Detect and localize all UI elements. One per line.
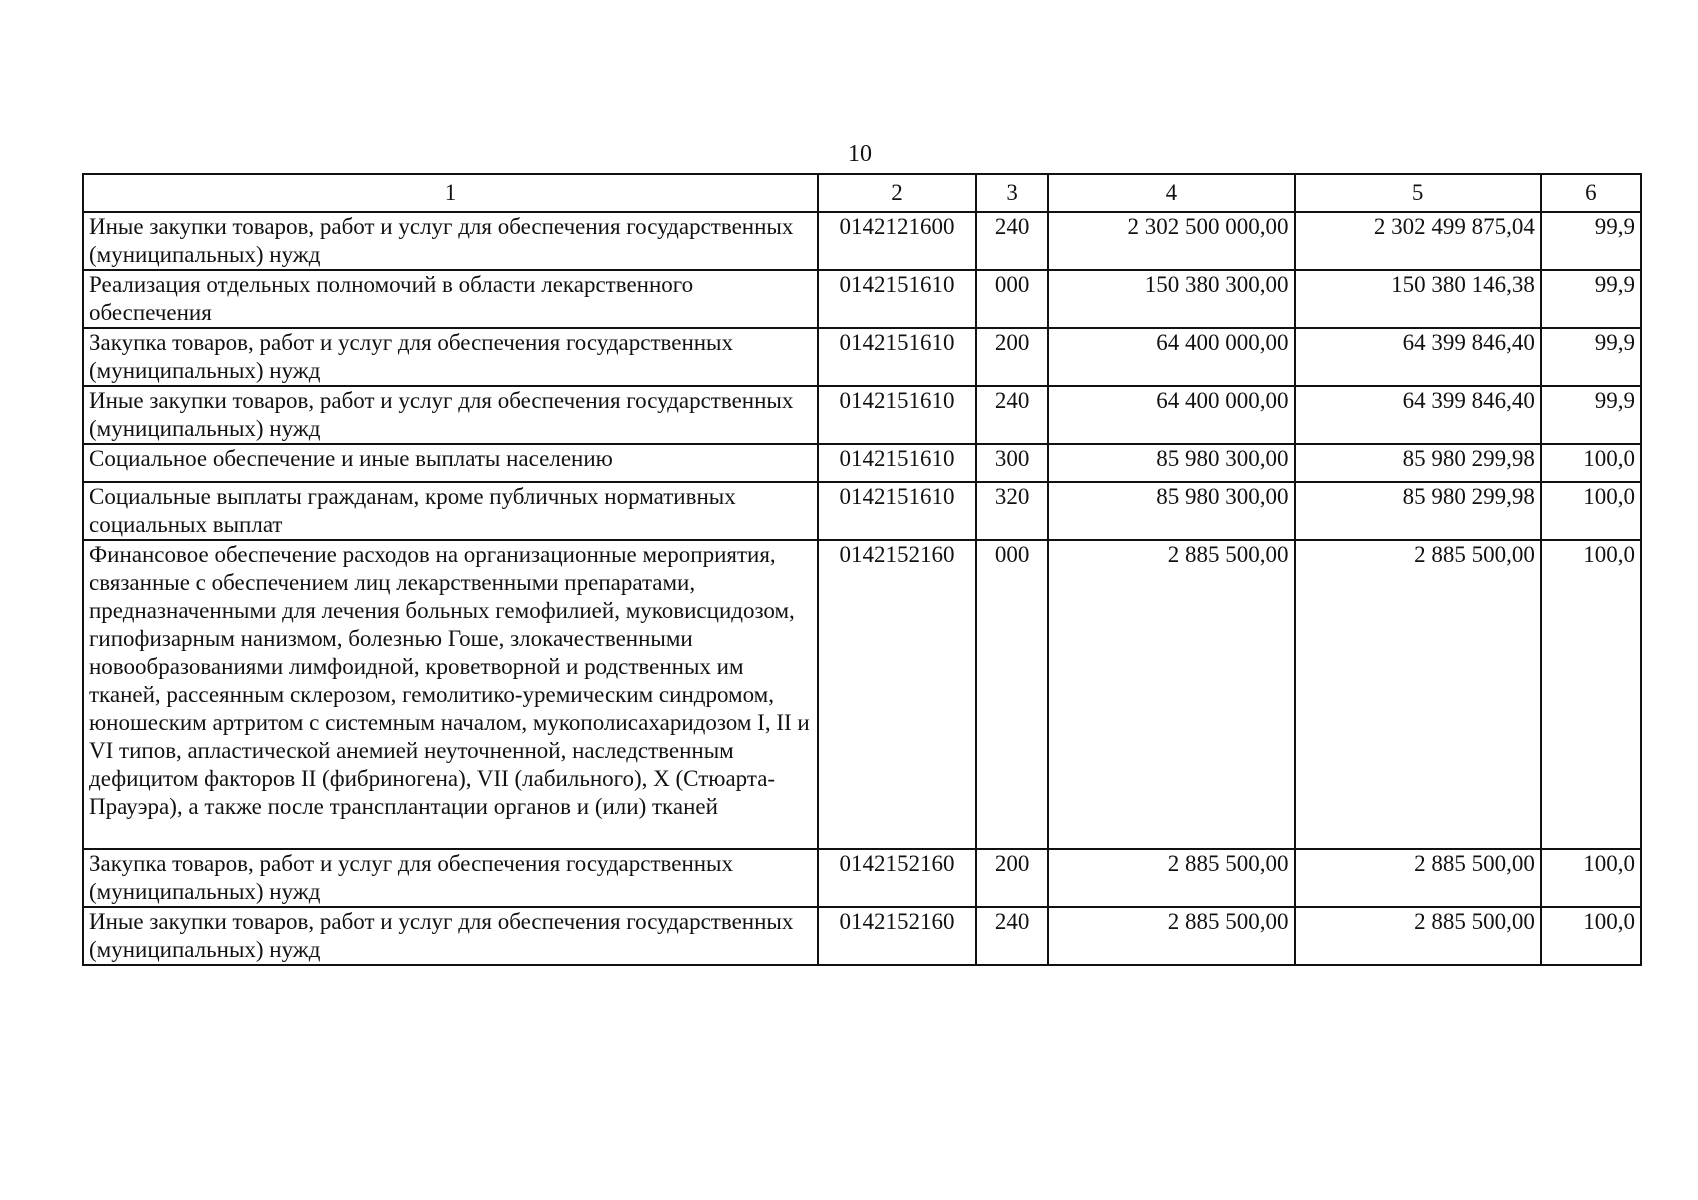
expense-type-cell: 200 bbox=[976, 849, 1048, 907]
budget-table bbox=[82, 173, 1642, 966]
expense-name-cell: Социальные выплаты гражданам, кроме публичных нормативных социальных выплат bbox=[83, 482, 818, 540]
planned-amount-cell: 2 885 500,00 bbox=[1048, 849, 1294, 907]
percent-cell: 99,9 bbox=[1541, 386, 1641, 444]
planned-amount-cell: 64 400 000,00 bbox=[1048, 386, 1294, 444]
column-header: 4 bbox=[1048, 174, 1294, 212]
percent-cell: 99,9 bbox=[1541, 328, 1641, 386]
target-code-cell: 0142151610 bbox=[818, 444, 976, 482]
expense-type-cell: 000 bbox=[976, 270, 1048, 328]
percent-cell: 99,9 bbox=[1541, 270, 1641, 328]
table-row bbox=[83, 540, 1641, 849]
expense-type-cell: 000 bbox=[976, 540, 1048, 849]
planned-amount-cell: 150 380 300,00 bbox=[1048, 270, 1294, 328]
expense-type-cell: 240 bbox=[976, 212, 1048, 270]
planned-amount-cell: 2 885 500,00 bbox=[1048, 540, 1294, 849]
percent-cell: 100,0 bbox=[1541, 482, 1641, 540]
executed-amount-cell: 85 980 299,98 bbox=[1295, 482, 1541, 540]
expense-name-cell: Иные закупки товаров, работ и услуг для обеспечения государственных (муниципальных) нужд bbox=[83, 212, 818, 270]
expense-type-cell: 300 bbox=[976, 444, 1048, 482]
target-code-cell: 0142151610 bbox=[818, 386, 976, 444]
executed-amount-cell: 2 885 500,00 bbox=[1295, 540, 1541, 849]
executed-amount-cell: 2 885 500,00 bbox=[1295, 849, 1541, 907]
expense-type-cell: 200 bbox=[976, 328, 1048, 386]
expense-name-cell: Реализация отдельных полномочий в области лекарственного обеспечения bbox=[83, 270, 818, 328]
executed-amount-cell: 64 399 846,40 bbox=[1295, 386, 1541, 444]
column-header: 1 bbox=[83, 174, 818, 212]
executed-amount-cell: 64 399 846,40 bbox=[1295, 328, 1541, 386]
expense-name-cell: Иные закупки товаров, работ и услуг для обеспечения государственных (муниципальных) нужд bbox=[83, 907, 818, 965]
planned-amount-cell: 85 980 300,00 bbox=[1048, 444, 1294, 482]
expense-name-cell: Финансовое обеспечение расходов на организационные мероприятия, связанные с обеспечением лиц лекарственными препаратами, предназначенными для лечения больных гемофилией, муковисцидозом, гипофизарным нанизмом, болезнью Гоше, злокачественными новообразованиями лимфоидной, кроветворной и родственных им тканей, рассеянным склерозом, гемолитико-уремическим синдромом, юношеским артритом с системным началом, мукополисахаридозом I, II и VI типов, апластической анемией неуточненной, наследственным дефицитом факторов II (фибриногена), VII (лабильного), X (Стюарта-Прауэра), а также после трансплантации органов и (или) тканей bbox=[83, 540, 818, 849]
target-code-cell: 0142152160 bbox=[818, 907, 976, 965]
table-row bbox=[83, 482, 1641, 540]
column-header: 6 bbox=[1541, 174, 1641, 212]
expense-name-cell: Иные закупки товаров, работ и услуг для обеспечения государственных (муниципальных) нужд bbox=[83, 386, 818, 444]
page-number: 10 bbox=[848, 141, 872, 167]
percent-cell: 100,0 bbox=[1541, 907, 1641, 965]
expense-type-cell: 320 bbox=[976, 482, 1048, 540]
table-row bbox=[83, 849, 1641, 907]
executed-amount-cell: 2 302 499 875,04 bbox=[1295, 212, 1541, 270]
expense-name-cell: Закупка товаров, работ и услуг для обеспечения государственных (муниципальных) нужд bbox=[83, 849, 818, 907]
table-row bbox=[83, 444, 1641, 482]
expense-type-cell: 240 bbox=[976, 386, 1048, 444]
percent-cell: 100,0 bbox=[1541, 540, 1641, 849]
expense-name-cell: Закупка товаров, работ и услуг для обеспечения государственных (муниципальных) нужд bbox=[83, 328, 818, 386]
table-header-row bbox=[83, 174, 1641, 212]
target-code-cell: 0142151610 bbox=[818, 328, 976, 386]
table-row bbox=[83, 212, 1641, 270]
executed-amount-cell: 2 885 500,00 bbox=[1295, 907, 1541, 965]
target-code-cell: 0142152160 bbox=[818, 849, 976, 907]
expense-type-cell: 240 bbox=[976, 907, 1048, 965]
executed-amount-cell: 85 980 299,98 bbox=[1295, 444, 1541, 482]
planned-amount-cell: 85 980 300,00 bbox=[1048, 482, 1294, 540]
table-row bbox=[83, 270, 1641, 328]
executed-amount-cell: 150 380 146,38 bbox=[1295, 270, 1541, 328]
target-code-cell: 0142151610 bbox=[818, 270, 976, 328]
table-row bbox=[83, 328, 1641, 386]
expense-name-cell: Социальное обеспечение и иные выплаты населению bbox=[83, 444, 818, 482]
column-header: 3 bbox=[976, 174, 1048, 212]
percent-cell: 100,0 bbox=[1541, 444, 1641, 482]
column-header: 2 bbox=[818, 174, 976, 212]
table-row bbox=[83, 907, 1641, 965]
target-code-cell: 0142152160 bbox=[818, 540, 976, 849]
target-code-cell: 0142121600 bbox=[818, 212, 976, 270]
planned-amount-cell: 2 302 500 000,00 bbox=[1048, 212, 1294, 270]
planned-amount-cell: 64 400 000,00 bbox=[1048, 328, 1294, 386]
percent-cell: 99,9 bbox=[1541, 212, 1641, 270]
table-row bbox=[83, 386, 1641, 444]
target-code-cell: 0142151610 bbox=[818, 482, 976, 540]
column-header: 5 bbox=[1295, 174, 1541, 212]
planned-amount-cell: 2 885 500,00 bbox=[1048, 907, 1294, 965]
percent-cell: 100,0 bbox=[1541, 849, 1641, 907]
